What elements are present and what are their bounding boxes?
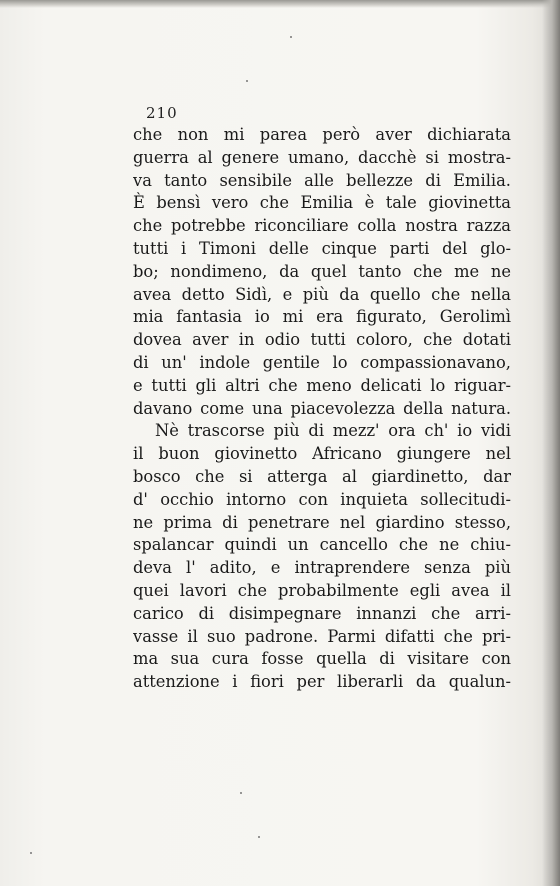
text-line: che potrebbe riconciliare colla nostra razza bbox=[133, 216, 511, 236]
text-line: attenzione i fiori per liberarli da qualun- bbox=[133, 672, 511, 692]
text-line: bo; nondimeno, da quel tanto che me ne bbox=[133, 261, 511, 281]
text-line: davano come una piacevolezza della natura. bbox=[133, 398, 511, 418]
paper-speck bbox=[30, 852, 32, 854]
text-line: e tutti gli altri che meno delicati lo riguar- bbox=[133, 375, 511, 395]
text-line: di un' indole gentile lo compassionavano, bbox=[133, 352, 511, 372]
paragraph-first-line: Nè trascorse più di mezz' ora ch' io vidi bbox=[155, 421, 511, 441]
text-line: che non mi parea però aver dichiarata bbox=[133, 125, 511, 144]
text-line: avea detto Sidì, e più da quello che nella bbox=[133, 284, 511, 304]
text-line: d' occhio intorno con inquieta sollecitudi- bbox=[133, 489, 511, 509]
text-line: tutti i Timoni delle cinque parti del glo- bbox=[133, 238, 511, 258]
page-binding-shadow bbox=[542, 0, 560, 886]
text-line: dovea aver in odio tutti coloro, che dotati bbox=[133, 330, 511, 350]
paper-speck bbox=[240, 792, 242, 794]
page-number: 210 bbox=[146, 104, 178, 122]
text-line: ne prima di penetrare nel giardino stesso, bbox=[133, 512, 511, 532]
page-top-edge bbox=[0, 0, 560, 8]
text-line: spalancar quindi un cancello che ne chiu- bbox=[133, 535, 511, 555]
text-line: il buon giovinetto Africano giungere nel bbox=[133, 444, 511, 464]
paper-speck bbox=[246, 80, 248, 82]
text-line: va tanto sensibile alle bellezze di Emilia. bbox=[133, 170, 511, 190]
paper-speck bbox=[258, 836, 260, 838]
text-line: vasse il suo padrone. Parmi difatti che pri- bbox=[133, 626, 511, 646]
text-line: È bensì vero che Emilia è tale giovinetta bbox=[133, 193, 511, 213]
text-line: mia fantasia io mi era figurato, Gerolimì bbox=[133, 307, 511, 327]
text-line: bosco che si atterga al giardinetto, dar bbox=[133, 466, 511, 486]
body-text bbox=[133, 124, 511, 694]
paper-speck bbox=[290, 36, 292, 38]
text-line: carico di disimpegnare innanzi che arri- bbox=[133, 603, 511, 623]
text-line: ma sua cura fosse quella di visitare con bbox=[133, 649, 511, 669]
text-line: guerra al genere umano, dacchè si mostra- bbox=[133, 147, 511, 167]
text-line: quei lavori che probabilmente egli avea il bbox=[133, 580, 511, 600]
text-line: deva l' adito, e intraprendere senza più bbox=[133, 558, 511, 578]
